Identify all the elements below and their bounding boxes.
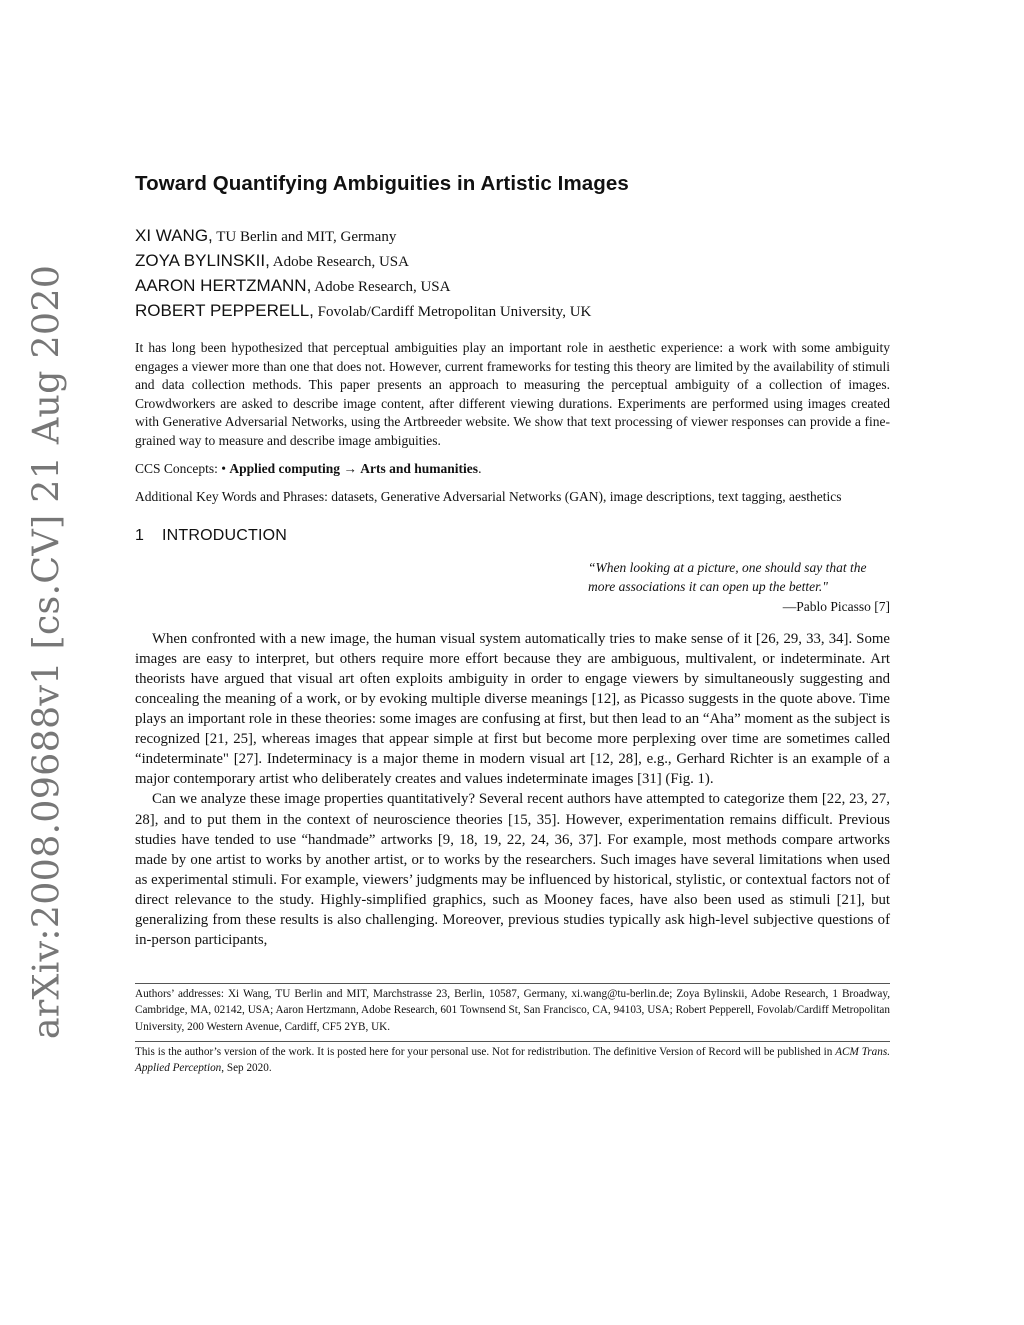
paper-title: Toward Quantifying Ambiguities in Artistic Images: [135, 172, 629, 195]
author-entry: [135, 299, 890, 324]
version-notice: This is the author’s version of the work. It is posted here for your personal use. Not for redistribution. The definitive Version of Record will be published in: [135, 1046, 833, 1058]
ccs-concept: Applied computing: [229, 460, 341, 476]
author-entry: [135, 274, 890, 299]
footnote-version: [135, 1044, 890, 1077]
author-entry: [135, 249, 890, 274]
ccs-end: .: [478, 460, 482, 476]
venue-name: ACM Trans. Applied Perception: [135, 1046, 890, 1075]
section-title: INTRODUCTION: [162, 526, 288, 544]
epigraph: [588, 558, 890, 616]
author-name: ROBERT PEPPERELL,: [135, 301, 314, 320]
section-heading: [135, 525, 890, 547]
author-name: AARON HERTZMANN,: [135, 276, 312, 295]
ccs-arrow: →: [343, 460, 357, 476]
ccs-label: CCS Concepts: •: [135, 460, 226, 476]
ccs-subconcept: Arts and humanities: [360, 460, 479, 476]
epigraph-attribution: —Pablo Picasso [7]: [782, 598, 890, 614]
author-affiliation: Adobe Research, USA: [272, 254, 409, 270]
author-entry: [135, 224, 890, 249]
paper-page: [135, 168, 890, 950]
epigraph-quote: “When looking at a picture, one should say that the more associations it can open up the better.": [588, 559, 867, 594]
author-list: [135, 224, 890, 324]
ccs-concepts: [135, 460, 890, 479]
author-name: XI WANG,: [135, 226, 213, 245]
body-text: [135, 629, 890, 951]
keywords: Additional Key Words and Phrases: datasets, Generative Adversarial Networks (GAN), image descriptions, text tagging, aesthetics: [135, 489, 842, 505]
footnote-divider: [135, 1041, 890, 1042]
paragraph: Can we analyze these image properties quantitatively? Several recent authors have attempted to categorize them [22, 23, 27, 28], and to put them in the context of neuroscience theories [15, 35]. However, experimentation remains difficult. Previous studies have tended to use “handmade” artworks [9, 18, 19, 22, 24, 36, 37]. For example, most methods compare artworks made by one artist to works by another artist, or to works by the researchers. Such images have several limitations when used as experimental stimuli. For example, viewers’ judgments may be influenced by historical, stylistic, or contextual factors not of direct relevance to the study. Highly-simplified graphics, such as Mooney faces, have also been used as stimuli [21], but generalizing from these results is also challenging. Moreover, previous studies typically ask high-level subjective questions of in-person participants,: [135, 791, 890, 949]
section-number: 1: [135, 526, 145, 544]
footnote-divider: [135, 983, 890, 984]
publication-date: , Sep 2020.: [221, 1062, 272, 1075]
author-name: ZOYA BYLINSKII,: [135, 251, 270, 270]
author-affiliation: TU Berlin and MIT, Germany: [216, 229, 397, 245]
arxiv-identifier[interactable]: arXiv:2008.09688v1 [cs.CV] 21 Aug 2020: [24, 264, 68, 1040]
author-affiliation: Fovolab/Cardiff Metropolitan University, UK: [317, 304, 592, 320]
footnote-addresses: Authors’ addresses: Xi Wang, TU Berlin and MIT, Marchstrasse 23, Berlin, 10587, Germany, xi.wang@tu-berlin.de; Zoya Bylinskii, Adobe Research, 1 Broadway, Cambridge, MA, 02142, USA; Aaron Hertzmann, Adobe Research, 601 Townsend St, San Francisco, CA, 94103, USA; Robert Pepperell, Fovolab/Cardiff Metropolitan University, 200 Western Avenue, Cardiff, CF5 2YB, UK.: [135, 988, 890, 1033]
abstract: It has long been hypothesized that perceptual ambiguities play an important role in aesthetic experience: a work with some ambiguity engages a viewer more than one that does not. However, current frameworks for testing this theory are limited by the availability of stimuli and data collection methods. This paper presents an approach to measuring the perceptual ambiguity of a collection of images. Crowdworkers are asked to describe image content, after different viewing durations. Experiments are performed using images created with Generative Adversarial Networks, using the Artbreeder website. We show that text processing of viewer responses can provide a fine-grained way to measure and describe image ambiguities.: [135, 340, 890, 448]
paragraph: When confronted with a new image, the human visual system automatically tries to make sense of it [26, 29, 33, 34]. Some images are easy to interpret, but others require more effort because they are ambiguous, multivalent, or indeterminate. Art theorists have argued that visual art often exploits ambiguity in order to engage viewers by simultaneously suggesting and concealing the meaning of a work, or by evoking multiple diverse meanings [12], as Picasso suggests in the quote above. Time plays an important role in these theories: some images are confusing at first, but then lead to an “Aha” moment as the subject is recognized [21, 25], whereas images that appear simple at first but become more perplexing over time are sometimes called “indeterminate" [27]. Indeterminacy is a major theme in modern visual art [12, 28], e.g., Gerhard Richter is an example of a major contemporary artist who deliberately creates and values indeterminate images [31] (Fig. 1).: [135, 630, 890, 788]
author-affiliation: Adobe Research, USA: [314, 279, 451, 295]
